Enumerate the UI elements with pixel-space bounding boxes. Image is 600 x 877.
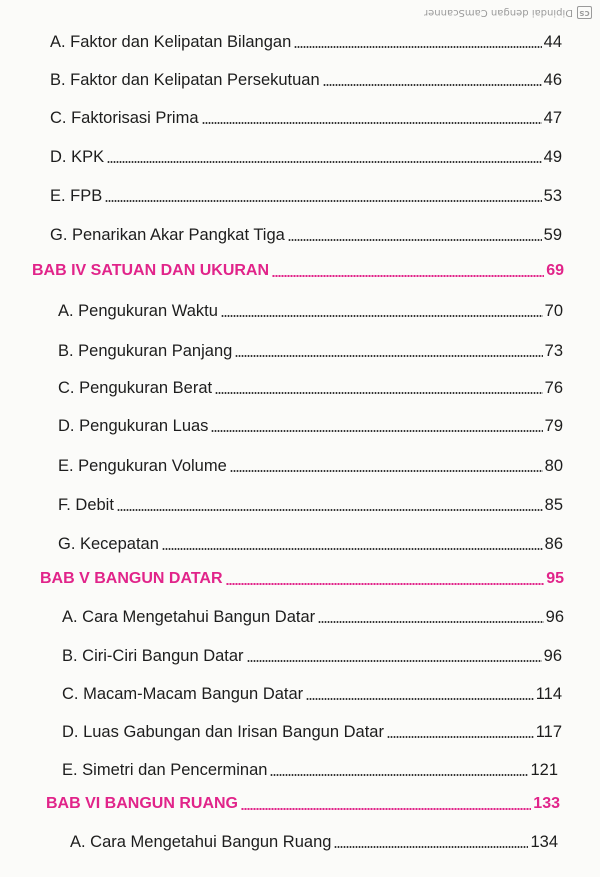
toc-entry[interactable] bbox=[50, 147, 562, 167]
toc-entry-label: G. Penarikan Akar Pangkat Tiga bbox=[50, 226, 285, 244]
toc-chapter-entry[interactable] bbox=[40, 569, 564, 589]
dot-leader bbox=[270, 774, 528, 776]
toc-entry-label: D. Luas Gabungan dan Irisan Bangun Datar bbox=[62, 723, 384, 741]
toc-entry[interactable] bbox=[50, 186, 562, 206]
toc-entry-page: 46 bbox=[543, 71, 562, 89]
toc-entry-label: A. Faktor dan Kelipatan Bilangan bbox=[50, 33, 292, 51]
toc-entry[interactable] bbox=[58, 495, 563, 515]
dot-leader bbox=[272, 275, 544, 277]
toc-entry-label: G. Kecepatan bbox=[58, 535, 159, 553]
dot-leader bbox=[107, 161, 542, 163]
toc-entry[interactable] bbox=[58, 534, 563, 554]
dot-leader bbox=[318, 621, 543, 623]
toc-entry-page: 121 bbox=[530, 761, 558, 779]
dot-leader bbox=[235, 355, 542, 357]
toc-entry-label: D. Pengukuran Luas bbox=[58, 417, 209, 435]
toc-entry-page: 59 bbox=[543, 226, 562, 244]
toc-entry[interactable] bbox=[50, 32, 562, 52]
dot-leader bbox=[105, 200, 541, 202]
dot-leader bbox=[117, 509, 543, 511]
toc-entry-label: C. Macam-Macam Bangun Datar bbox=[62, 685, 304, 703]
dot-leader bbox=[288, 239, 542, 241]
toc-entry-page: 96 bbox=[543, 647, 562, 665]
dot-leader bbox=[306, 698, 534, 700]
toc-entry[interactable] bbox=[50, 108, 562, 128]
dot-leader bbox=[211, 430, 542, 432]
toc-entry[interactable] bbox=[58, 341, 563, 361]
toc-chapter-page: 95 bbox=[546, 570, 564, 587]
dot-leader bbox=[247, 660, 542, 662]
dot-leader bbox=[241, 808, 531, 810]
dot-leader bbox=[387, 736, 534, 738]
toc-entry-label: A. Cara Mengetahui Bangun Datar bbox=[62, 608, 316, 626]
toc-entry-page: 70 bbox=[544, 302, 563, 320]
toc-entry[interactable] bbox=[62, 722, 562, 742]
toc-entry-page: 117 bbox=[535, 723, 562, 741]
dot-leader bbox=[221, 315, 543, 317]
dot-leader bbox=[334, 846, 528, 848]
toc-entry[interactable] bbox=[62, 684, 562, 704]
camscanner-logo-icon: CS bbox=[577, 6, 592, 19]
toc-entry-label: E. FPB bbox=[50, 187, 103, 205]
dot-leader bbox=[230, 470, 543, 472]
toc-entry-page: 44 bbox=[543, 33, 562, 51]
dot-leader bbox=[226, 583, 545, 585]
toc-entry-label: B. Ciri-Ciri Bangun Datar bbox=[62, 647, 244, 665]
toc-entry-page: 76 bbox=[544, 379, 563, 397]
toc-entry[interactable] bbox=[70, 832, 558, 852]
toc-entry-page: 86 bbox=[544, 535, 563, 553]
toc-chapter-label: BAB VI BANGUN RUANG bbox=[46, 795, 238, 812]
toc-entry-page: 85 bbox=[544, 496, 563, 514]
toc-entry-page: 114 bbox=[535, 685, 562, 703]
toc-entry[interactable] bbox=[62, 646, 562, 666]
dot-leader bbox=[202, 122, 542, 124]
toc-entry[interactable] bbox=[50, 70, 562, 90]
toc-chapter-entry[interactable] bbox=[32, 261, 564, 281]
toc-entry-page: 79 bbox=[544, 417, 563, 435]
toc-entry[interactable] bbox=[58, 456, 563, 476]
toc-entry-label: C. Pengukuran Berat bbox=[58, 379, 213, 397]
dot-leader bbox=[162, 548, 543, 550]
toc-entry-page: 96 bbox=[545, 608, 564, 626]
toc-entry-page: 53 bbox=[543, 187, 562, 205]
toc-entry-label: C. Faktorisasi Prima bbox=[50, 109, 199, 127]
toc-entry-label: E. Simetri dan Pencerminan bbox=[62, 761, 268, 779]
toc-entry[interactable] bbox=[62, 760, 558, 780]
toc-chapter-page: 133 bbox=[533, 795, 560, 812]
toc-entry[interactable] bbox=[62, 607, 564, 627]
toc-entry-label: B. Faktor dan Kelipatan Persekutuan bbox=[50, 71, 320, 89]
toc-entry-label: F. Debit bbox=[58, 496, 114, 514]
toc-chapter-label: BAB V BANGUN DATAR bbox=[40, 570, 223, 587]
toc-entry-page: 134 bbox=[530, 833, 558, 851]
dot-leader bbox=[215, 392, 543, 394]
toc-entry-page: 47 bbox=[543, 109, 562, 127]
toc-entry-label: B. Pengukuran Panjang bbox=[58, 342, 233, 360]
dot-leader bbox=[323, 84, 542, 86]
toc-entry-label: E. Pengukuran Volume bbox=[58, 457, 227, 475]
toc-entry[interactable] bbox=[58, 416, 563, 436]
toc-entry-label: A. Cara Mengetahui Bangun Ruang bbox=[70, 833, 332, 851]
toc-chapter-page: 69 bbox=[546, 262, 564, 279]
toc-entry-label: A. Pengukuran Waktu bbox=[58, 302, 218, 320]
toc-entry-page: 73 bbox=[544, 342, 563, 360]
toc-entry[interactable] bbox=[58, 378, 563, 398]
watermark-text: Dipindai dengan CamScanner bbox=[424, 7, 573, 18]
toc-entry-page: 80 bbox=[544, 457, 563, 475]
toc-entry-page: 49 bbox=[543, 148, 562, 166]
toc-chapter-entry[interactable] bbox=[46, 794, 560, 814]
toc-entry[interactable] bbox=[58, 301, 563, 321]
toc-entry[interactable] bbox=[50, 225, 562, 245]
toc-entry-label: D. KPK bbox=[50, 148, 105, 166]
dot-leader bbox=[294, 46, 541, 48]
toc-chapter-label: BAB IV SATUAN DAN UKURAN bbox=[32, 262, 270, 279]
